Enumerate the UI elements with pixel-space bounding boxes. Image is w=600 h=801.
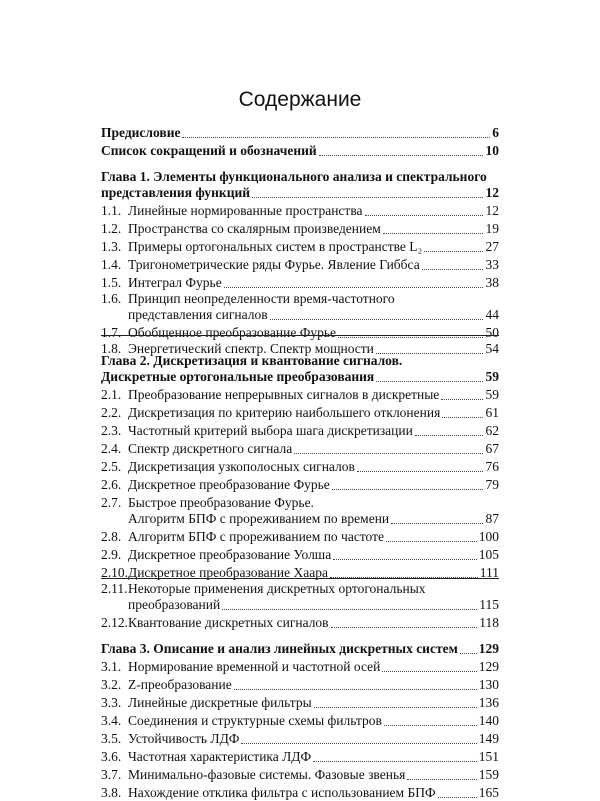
dot-leader [407, 779, 477, 780]
dot-leader [442, 417, 483, 418]
entry-title: Спектр дискретного сигнала [128, 441, 293, 456]
entry-title: Минимально-фазовые системы. Фазовые звенья [128, 767, 406, 782]
dot-leader [415, 435, 483, 436]
entry-title: представления функций [101, 185, 251, 200]
page-number: 67 [485, 441, 499, 456]
dot-leader [438, 797, 477, 798]
page-number: 159 [478, 767, 499, 782]
dot-leader [441, 399, 483, 400]
entry-number: 2.5. [101, 459, 122, 474]
entry-title: Примеры ортогональных систем в пространстве L₂ [128, 239, 423, 254]
dot-leader [319, 155, 483, 156]
entry-title: Обобщенное преобразование Фурье [128, 325, 337, 340]
entry-title: Устойчивость ЛДФ [128, 731, 240, 746]
page-number: 79 [485, 477, 499, 492]
entry-number: 2.4. [101, 441, 122, 456]
entry-title: Алгоритм БПФ с прореживанием по времени [128, 511, 390, 526]
entry-title: Энергетический спектр. Спектр мощности [128, 341, 374, 356]
entry-number: 1.4. [101, 257, 122, 272]
page-number: 62 [485, 423, 499, 438]
dot-leader [270, 319, 483, 320]
page-number: 50 [485, 325, 499, 340]
entry-title: Глава 3. Описание и анализ линейных дискретных систем [101, 641, 458, 656]
entry-number: 2.7. [101, 495, 122, 510]
page-number: 54 [485, 341, 499, 356]
dot-leader [234, 689, 477, 690]
entry-title: Дискретное преобразование Уолша [128, 547, 332, 562]
page-number: 87 [485, 511, 499, 526]
page-number: 129 [478, 659, 499, 674]
entry-title: Список сокращений и обозначений [101, 143, 317, 158]
page-number: 44 [485, 307, 499, 322]
entry-title: Некоторые применения дискретных ортогональных [128, 581, 426, 596]
entry-title: Линейные дискретные фильтры [128, 695, 312, 710]
entry-title: Дискретизация по критерию наибольшего отклонения [128, 405, 441, 420]
dot-leader [338, 337, 483, 338]
entry-number: 2.12. [101, 615, 128, 630]
page-number: 33 [485, 257, 499, 272]
dot-leader [382, 671, 477, 672]
entry-title: Дискретизация узкополосных сигналов [128, 459, 355, 474]
dot-leader [332, 489, 483, 490]
dot-leader [313, 761, 477, 762]
entry-number: 3.1. [101, 659, 122, 674]
dot-leader [386, 541, 477, 542]
entry-title: Преобразование непрерывных сигналов в дискретные [128, 387, 440, 402]
entry-number: 2.11. [101, 581, 128, 596]
entry-title: Дискретное преобразование Хаара [128, 565, 328, 580]
page-number: 59 [485, 369, 499, 384]
dot-leader [365, 215, 483, 216]
page-number: 27 [485, 239, 499, 254]
page-number: 12 [485, 203, 499, 218]
entry-number: 3.8. [101, 785, 122, 800]
entry-number: 1.2. [101, 221, 122, 236]
entry-title: Дискретные ортогональные преобразования [101, 369, 375, 384]
page-number: 130 [478, 677, 499, 692]
page-number: 165 [478, 785, 499, 800]
dot-leader [460, 653, 477, 654]
dot-leader [422, 269, 483, 270]
dot-leader [384, 725, 477, 726]
page-number: 61 [485, 405, 499, 420]
entry-number: 2.9. [101, 547, 122, 562]
page-number: 19 [485, 221, 499, 236]
page-number: 136 [478, 695, 499, 710]
entry-title: Нормирование временной и частотной осей [128, 659, 381, 674]
dot-leader [224, 287, 483, 288]
dot-leader [222, 609, 477, 610]
entry-title: Глава 1. Элементы функционального анализа и спектрального [101, 169, 487, 184]
entry-number: 2.6. [101, 477, 122, 492]
entry-number: 1.7. [101, 325, 122, 340]
dot-leader [331, 627, 477, 628]
entry-number: 1.1. [101, 203, 122, 218]
page-number: 100 [478, 529, 499, 544]
page-number: 38 [485, 275, 499, 290]
page-number: 111 [479, 565, 499, 580]
section-rule [101, 578, 499, 579]
entry-title: Тригонометрические ряды Фурье. Явление Гиббса [128, 257, 420, 272]
entry-number: 1.8. [101, 341, 122, 356]
page-number: 118 [479, 615, 499, 630]
page-number: 129 [478, 641, 499, 656]
entry-title: Глава 2. Дискретизация и квантование сигналов. [101, 353, 403, 368]
entry-title: Быстрое преобразование Фурье. [128, 495, 314, 510]
entry-number: 2.8. [101, 529, 122, 544]
dot-leader [391, 523, 483, 524]
page-number: 115 [479, 597, 499, 612]
page-number: 10 [485, 143, 499, 158]
dot-leader [252, 197, 483, 198]
page-number: 105 [478, 547, 499, 562]
entry-number: 2.2. [101, 405, 122, 420]
entry-number: 3.4. [101, 713, 122, 728]
entry-title: Квантование дискретных сигналов [128, 615, 329, 630]
entry-title: Интеграл Фурье [128, 275, 222, 290]
entry-title: Частотный критерий выбора шага дискретизации [128, 423, 413, 438]
dot-leader [357, 471, 483, 472]
page-number: 6 [492, 125, 499, 140]
entry-number: 2.3. [101, 423, 122, 438]
entry-number: 3.3. [101, 695, 122, 710]
entry-title: Линейные нормированные пространства [128, 203, 363, 218]
dot-leader [182, 137, 490, 138]
dot-leader [333, 559, 477, 560]
entry-number: 1.3. [101, 239, 122, 254]
entry-number: 3.6. [101, 749, 122, 764]
entry-number: 3.5. [101, 731, 122, 746]
entry-number: 2.10. [101, 565, 128, 580]
page-number: 76 [485, 459, 499, 474]
page-number: 151 [478, 749, 499, 764]
entry-title: преобразований [128, 597, 221, 612]
entry-number: 3.7. [101, 767, 122, 782]
entry-title: Дискретное преобразование Фурье [128, 477, 330, 492]
page-number: 149 [478, 731, 499, 746]
entry-title: Частотная характеристика ЛДФ [128, 749, 312, 764]
entry-title: Соединения и структурные схемы фильтров [128, 713, 382, 728]
dot-leader [376, 381, 483, 382]
entry-title: Предисловие [101, 125, 181, 140]
dot-leader [383, 233, 483, 234]
entry-title: Z-преобразование [128, 677, 232, 692]
page-number: 59 [485, 387, 499, 402]
entry-title: Пространства со скалярным произведением [128, 221, 381, 236]
entry-title: Принцип неопределенности время-частотного [128, 291, 395, 306]
entry-number: 3.2. [101, 677, 122, 692]
entry-number: 1.6. [101, 291, 122, 306]
dot-leader [241, 743, 477, 744]
page-title: Содержание [238, 88, 362, 111]
section-rule [101, 335, 499, 336]
entry-number: 2.1. [101, 387, 122, 402]
dot-leader [424, 251, 483, 252]
entry-title: Нахождение отклика фильтра с использованием БПФ [128, 785, 436, 800]
page-number: 12 [485, 185, 499, 200]
dot-leader [314, 707, 477, 708]
entry-title: Алгоритм БПФ с прореживанием по частоте [128, 529, 385, 544]
entry-title: представления сигналов [128, 307, 268, 322]
entry-number: 1.5. [101, 275, 122, 290]
page-number: 140 [478, 713, 499, 728]
dot-leader [294, 453, 483, 454]
